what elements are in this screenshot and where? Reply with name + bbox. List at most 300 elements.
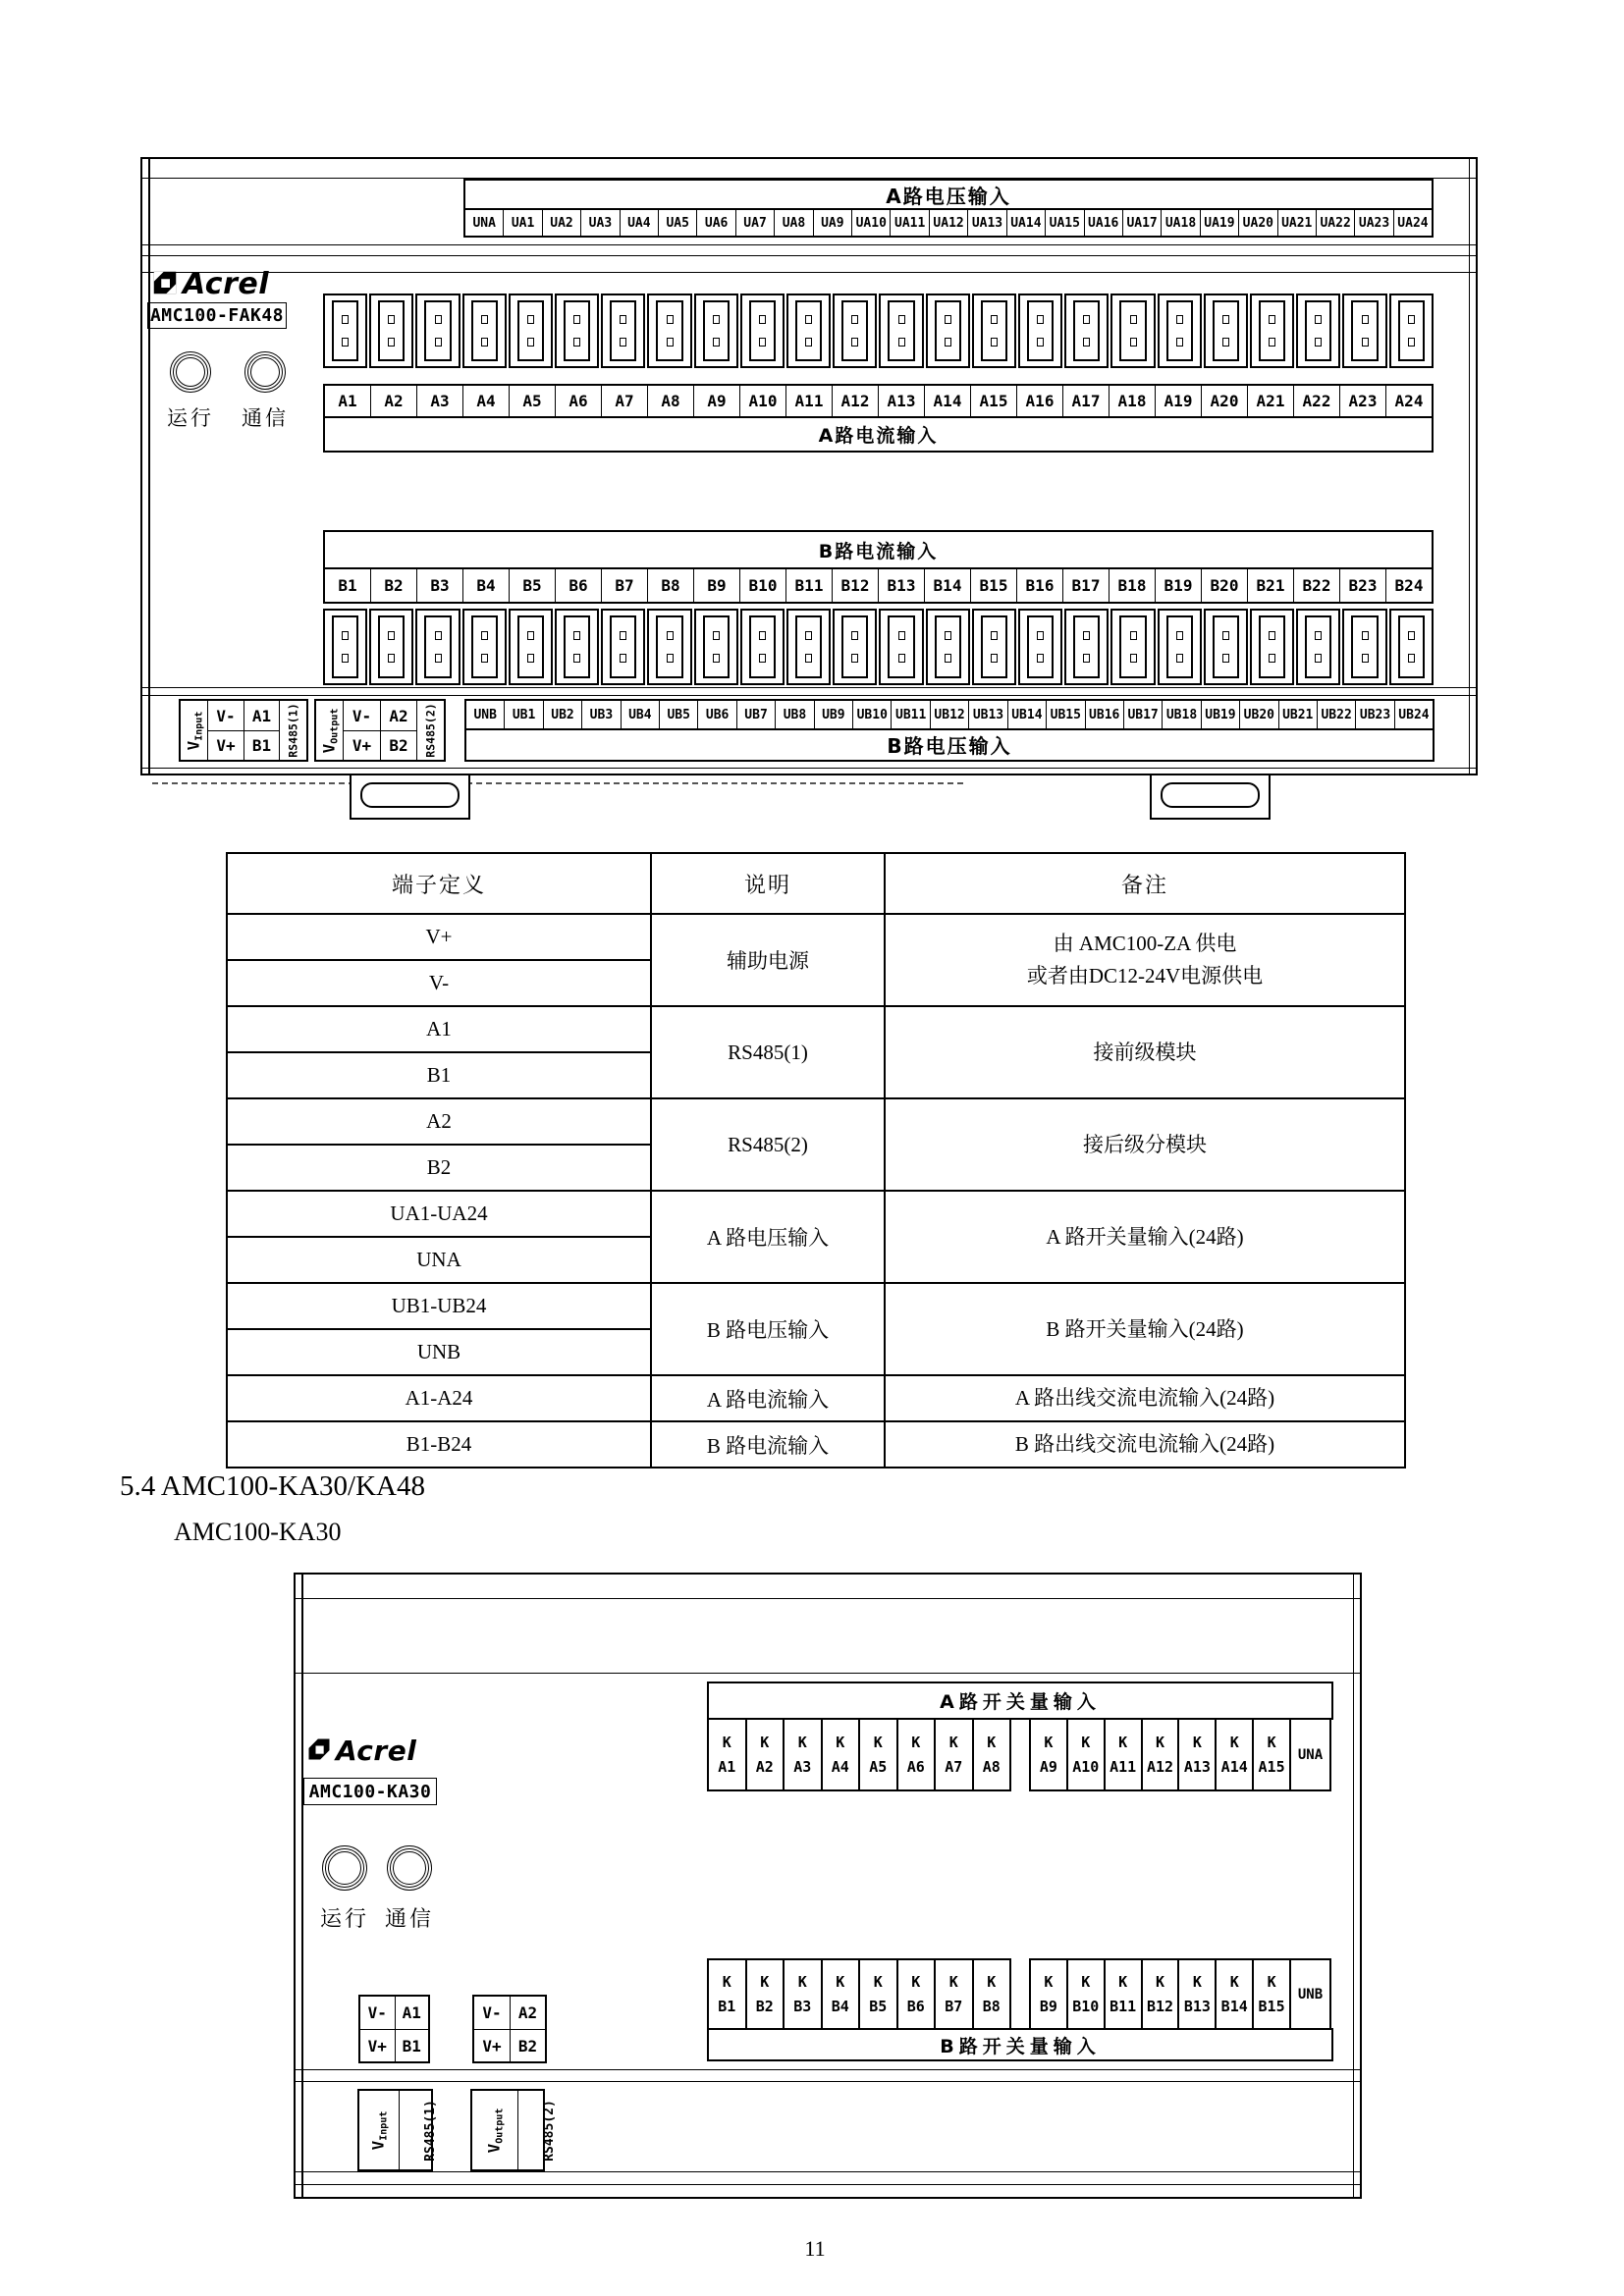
spec-table-row (227, 1191, 1405, 1237)
terminal-label: UB10 (852, 701, 891, 728)
brand-logo-text: Acrel (183, 267, 270, 301)
terminal-label: B8 (982, 1998, 1001, 2015)
terminal-label: B2 (755, 1998, 774, 2015)
terminal-label: UA7 (735, 210, 774, 236)
terminal-label: UB22 (1317, 701, 1355, 728)
terminal-name-cell: B1-B24 (227, 1421, 651, 1468)
terminal-label: A2 (510, 1997, 545, 2029)
section-heading: 5.4 AMC100-KA30/KA48 (120, 1470, 425, 1502)
terminal-connector (1204, 294, 1248, 368)
terminal-label: B18 (1109, 569, 1155, 602)
panel-line (296, 2081, 1360, 2082)
terminal-label: A7 (945, 1758, 963, 1776)
device-diagram-amc100-ka30 (294, 1573, 1362, 2199)
terminal-label: B9 (693, 569, 739, 602)
terminal-connector (694, 609, 738, 685)
terminal-gap (1011, 1718, 1029, 1791)
terminal-label: A22 (1293, 386, 1339, 416)
chassis-edge-line (301, 1575, 303, 2197)
terminal-label: UB23 (1355, 701, 1393, 728)
terminal-label: UA10 (851, 210, 890, 236)
terminal-spec-table (226, 852, 1406, 1468)
k-label: K (797, 1734, 807, 1751)
terminal-name-cell: A2 (227, 1098, 651, 1145)
terminal-label: B7 (945, 1998, 963, 2015)
terminal-label: UA12 (929, 210, 967, 236)
terminal-connector (1064, 294, 1109, 368)
terminal-label: UA22 (1316, 210, 1354, 236)
terminal-label: V- (216, 706, 236, 725)
k-terminal-cell (707, 1718, 747, 1791)
b-current-terminal-row (323, 569, 1434, 604)
rs485-2-label: RS485(2) (517, 2091, 580, 2169)
terminal-label: B1 (244, 730, 279, 760)
acrel-brand (305, 1735, 416, 1767)
terminal-label: A1 (718, 1758, 736, 1776)
terminal-label: UB11 (891, 701, 929, 728)
terminal-name-cell: UNB (227, 1329, 651, 1375)
terminal-label: B10 (1072, 1998, 1100, 2015)
terminal-label: UB24 (1394, 701, 1433, 728)
k-label: K (1229, 1734, 1239, 1751)
terminal-label: A13 (1183, 1758, 1211, 1776)
terminal-label: A2 (380, 701, 416, 730)
terminal-label: B19 (1155, 569, 1201, 602)
terminal-connector (786, 609, 831, 685)
k-label: K (1044, 1973, 1054, 1991)
k-terminal-cell (745, 1958, 785, 2030)
note-cell: B 路出线交流电流输入(24路) (885, 1421, 1405, 1468)
power-terminal-block-2 (472, 1995, 547, 2063)
terminal-connector (1342, 609, 1386, 685)
k-terminal-cell (1177, 1958, 1217, 2030)
terminal-label: B5 (509, 569, 555, 602)
terminal-connector (1158, 609, 1202, 685)
run-led-indicator (170, 351, 211, 393)
terminal-label: A15 (1258, 1758, 1285, 1776)
terminal-label: A3 (793, 1758, 812, 1776)
terminal-label: A14 (1220, 1758, 1248, 1776)
terminal-connector (879, 294, 923, 368)
terminal-label: B4 (831, 1998, 849, 2015)
terminal-label: A16 (1016, 386, 1062, 416)
terminal-label: B12 (832, 569, 878, 602)
terminal-label: UA2 (542, 210, 580, 236)
k-terminal-cell (1177, 1718, 1217, 1791)
description-cell: B 路电流输入 (651, 1421, 885, 1468)
terminal-label: UNA (472, 215, 496, 231)
k-label: K (836, 1734, 845, 1751)
terminal-label: A2 (370, 386, 416, 416)
k-terminal-cell (1104, 1718, 1143, 1791)
terminal-label: B2 (370, 569, 416, 602)
description-cell: RS485(1) (651, 1006, 885, 1098)
terminal-label: UB9 (814, 701, 852, 728)
bottom-label-block-1 (357, 2089, 438, 2171)
terminal-connector (601, 294, 645, 368)
terminal-label: A1 (338, 392, 357, 410)
terminal-name-cell: B2 (227, 1145, 651, 1191)
terminal-label: UA6 (696, 210, 734, 236)
terminal-label: UA8 (774, 210, 812, 236)
terminal-label: UA20 (1238, 210, 1276, 236)
terminal-connector (879, 609, 923, 685)
terminal-label: V+ (208, 730, 244, 760)
run-led-label: 运行 (319, 1907, 369, 1932)
k-label: K (1229, 1973, 1239, 1991)
terminal-label: UB6 (697, 701, 735, 728)
terminal-label: A7 (601, 386, 647, 416)
terminal-label: B23 (1339, 569, 1385, 602)
note-cell: B 路开关量输入(24路) (885, 1283, 1405, 1375)
terminal-label: A8 (647, 386, 693, 416)
mounting-foot (1150, 774, 1271, 820)
terminal-label: A6 (906, 1758, 925, 1776)
terminal-label: UA19 (1200, 210, 1238, 236)
k-terminal-cell (858, 1958, 898, 2030)
terminal-connector (415, 609, 460, 685)
terminal-connector (1342, 294, 1386, 368)
k-terminal-cell (858, 1718, 898, 1791)
k-terminal-cell (1066, 1958, 1106, 2030)
model-label: AMC100-KA30 (303, 1778, 437, 1805)
brand-logo-text: Acrel (336, 1735, 417, 1767)
terminal-label: A3 (416, 386, 462, 416)
terminal-label: A17 (1062, 386, 1109, 416)
section-subheading: AMC100-KA30 (174, 1518, 342, 1546)
mounting-slot (360, 782, 460, 808)
terminal-connector (1296, 294, 1340, 368)
terminal-label: V+ (344, 730, 380, 760)
terminal-label: UA16 (1084, 210, 1122, 236)
power-rs485-block-2 (314, 699, 446, 762)
k-terminal-cell (783, 1958, 823, 2030)
terminal-label: A4 (831, 1758, 849, 1776)
terminal-label: A6 (555, 386, 601, 416)
terminal-label: A1 (395, 1997, 429, 2029)
spec-table-body (227, 914, 1405, 1468)
terminal-label: V- (367, 2003, 387, 2022)
panel-line (296, 1598, 1360, 1599)
terminal-label: UB20 (1239, 701, 1277, 728)
terminal-label: B11 (1110, 1998, 1137, 2015)
b-voltage-input-header: B路电压输入 (466, 728, 1433, 758)
terminal-connector (833, 609, 877, 685)
terminal-connector (1018, 294, 1062, 368)
panel-line (296, 2184, 1360, 2185)
terminal-label: UB16 (1085, 701, 1123, 728)
unb-terminal-cell: UNB (1289, 1958, 1331, 2030)
k-label: K (987, 1973, 997, 1991)
terminal-label: UA18 (1161, 210, 1199, 236)
terminal-label: A2 (755, 1758, 774, 1776)
terminal-connector (1250, 294, 1294, 368)
mounting-slot (1161, 782, 1260, 808)
terminal-label: UB17 (1123, 701, 1162, 728)
terminal-label: B9 (1039, 1998, 1057, 2015)
b-current-connector-row (323, 609, 1434, 685)
terminal-name-cell: A1 (227, 1006, 651, 1052)
k-label: K (1118, 1734, 1128, 1751)
description-cell: A 路电压输入 (651, 1191, 885, 1283)
terminal-label: UA4 (620, 210, 658, 236)
terminal-label: A23 (1339, 386, 1385, 416)
terminal-name-cell: V+ (227, 914, 651, 960)
k-terminal-cell (972, 1958, 1012, 2030)
terminal-connector (740, 294, 785, 368)
terminal-label: A1 (244, 701, 279, 730)
terminal-label: A18 (1109, 386, 1155, 416)
terminal-connector (1110, 294, 1155, 368)
k-label: K (836, 1973, 845, 1991)
terminal-label: UB8 (775, 701, 813, 728)
terminal-name-cell: UA1-UA24 (227, 1191, 651, 1237)
terminal-label: B8 (647, 569, 693, 602)
b-switch-input-header: B路开关量输入 (707, 2028, 1333, 2061)
terminal-label: UA17 (1122, 210, 1161, 236)
din-rail-ticks (152, 782, 963, 784)
terminal-label: B6 (555, 569, 601, 602)
terminal-name-cell: UNA (227, 1237, 651, 1283)
k-terminal-cell (1066, 1718, 1106, 1791)
terminal-label: UA5 (658, 210, 696, 236)
a-switch-input-header: A路开关量输入 (707, 1682, 1333, 1720)
terminal-connector (926, 609, 970, 685)
terminal-connector (1110, 609, 1155, 685)
k-label: K (1192, 1734, 1202, 1751)
terminal-connector (926, 294, 970, 368)
description-cell: 辅助电源 (651, 914, 885, 1006)
k-label: K (873, 1973, 883, 1991)
b-current-input-header: B路电流输入 (323, 530, 1434, 569)
terminal-connector (972, 294, 1016, 368)
spec-table-header-cell: 说明 (651, 853, 885, 914)
k-label: K (797, 1973, 807, 1991)
terminal-connector (694, 294, 738, 368)
terminal-label: UB1 (504, 701, 542, 728)
terminal-label: B6 (906, 1998, 925, 2015)
terminal-connector (972, 609, 1016, 685)
k-terminal-cell (1252, 1958, 1291, 2030)
terminal-label: A8 (982, 1758, 1001, 1776)
terminal-label: B4 (462, 569, 509, 602)
k-terminal-cell (821, 1958, 861, 2030)
terminal-connector (369, 294, 413, 368)
k-terminal-cell (1141, 1958, 1180, 2030)
terminal-name-cell: B1 (227, 1052, 651, 1098)
terminal-label: A14 (924, 386, 970, 416)
terminal-label: A12 (1146, 1758, 1174, 1776)
terminal-connector (1204, 609, 1248, 685)
terminal-label: A5 (869, 1758, 888, 1776)
terminal-connector (1064, 609, 1109, 685)
terminal-connector (415, 294, 460, 368)
terminal-label: V- (482, 2003, 502, 2022)
terminal-label: B10 (739, 569, 785, 602)
terminal-label: B22 (1293, 569, 1339, 602)
spec-table-row (227, 1098, 1405, 1145)
terminal-label: A10 (739, 386, 785, 416)
terminal-label: B2 (510, 2029, 545, 2061)
terminal-connector (647, 294, 691, 368)
terminal-connector (601, 609, 645, 685)
k-label: K (948, 1734, 958, 1751)
terminal-label: UA11 (890, 210, 928, 236)
panel-line (142, 272, 1476, 273)
terminal-label: UA3 (580, 210, 619, 236)
terminal-label: A19 (1155, 386, 1201, 416)
panel-line (296, 2171, 1360, 2172)
model-label: AMC100-FAK48 (147, 302, 287, 329)
b-voltage-terminal-row (466, 701, 1433, 728)
note-cell: 接后级分模块 (885, 1098, 1405, 1191)
terminal-connector (509, 609, 553, 685)
terminal-label: V+ (360, 2029, 395, 2061)
k-label: K (760, 1734, 770, 1751)
acrel-logo-icon (150, 268, 180, 301)
spec-table-header-row (227, 853, 1405, 914)
description-cell: A 路电流输入 (651, 1375, 885, 1421)
terminal-connector (647, 609, 691, 685)
k-terminal-cell (934, 1718, 974, 1791)
a-current-input-header: A路电流输入 (323, 418, 1434, 453)
terminal-label: B5 (869, 1998, 888, 2015)
acrel-logo-icon (305, 1735, 333, 1767)
k-terminal-cell (1141, 1718, 1180, 1791)
terminal-connector (833, 294, 877, 368)
spec-table-row (227, 1283, 1405, 1329)
terminal-label: A10 (1072, 1758, 1100, 1776)
k-label: K (1267, 1973, 1276, 1991)
spec-table-row (227, 1375, 1405, 1421)
terminal-label: UB21 (1278, 701, 1317, 728)
terminal-label: V- (352, 706, 372, 725)
note-cell: 由 AMC100-ZA 供电 或者由DC12-24V电源供电 (885, 914, 1405, 1006)
terminal-label: B21 (1247, 569, 1293, 602)
terminal-label: A20 (1201, 386, 1247, 416)
terminal-connector (369, 609, 413, 685)
note-cell: A 路开关量输入(24路) (885, 1191, 1405, 1283)
k-terminal-cell (1029, 1718, 1068, 1791)
terminal-label: B24 (1385, 569, 1432, 602)
terminal-name-cell: V- (227, 960, 651, 1006)
mounting-foot (350, 774, 470, 820)
bottom-label-block-2 (470, 2089, 557, 2171)
terminal-label: A24 (1385, 386, 1432, 416)
power-terminal-block-1 (358, 1995, 430, 2063)
run-led-indicator (322, 1845, 367, 1891)
spec-table-row (227, 1421, 1405, 1468)
terminal-label: UB15 (1046, 701, 1084, 728)
k-terminal-cell (1252, 1718, 1291, 1791)
terminal-label: B13 (878, 569, 924, 602)
note-cell: A 路出线交流电流输入(24路) (885, 1375, 1405, 1421)
a-current-terminal-row (323, 384, 1434, 418)
k-label: K (722, 1734, 731, 1751)
panel-line (142, 244, 1476, 245)
terminal-label: B3 (416, 569, 462, 602)
terminal-label: UA1 (503, 210, 541, 236)
terminal-connector (1389, 609, 1434, 685)
terminal-connector (323, 294, 367, 368)
terminal-label: B14 (1220, 1998, 1248, 2015)
terminal-label: B15 (970, 569, 1016, 602)
terminal-connector (786, 294, 831, 368)
rs485-2-label: RS485(2) (416, 701, 444, 760)
k-label: K (722, 1973, 731, 1991)
power-rs485-block-1 (179, 699, 308, 762)
panel-line (142, 768, 1476, 769)
terminal-label: B16 (1016, 569, 1062, 602)
k-terminal-cell (972, 1718, 1012, 1791)
terminal-label: B2 (380, 730, 416, 760)
k-terminal-cell (707, 1958, 747, 2030)
terminal-label: UA9 (813, 210, 851, 236)
panel-line (142, 687, 1476, 688)
terminal-connector (1158, 294, 1202, 368)
spec-table-row (227, 1006, 1405, 1052)
terminal-label: B1 (338, 576, 357, 595)
k-terminal-cell (745, 1718, 785, 1791)
terminal-label: UB5 (659, 701, 697, 728)
terminal-label: UB19 (1201, 701, 1239, 728)
k-terminal-cell (1215, 1958, 1254, 2030)
acrel-brand (150, 267, 269, 301)
terminal-label: A4 (462, 386, 509, 416)
terminal-connector (1018, 609, 1062, 685)
terminal-label: B17 (1062, 569, 1109, 602)
terminal-label: A21 (1247, 386, 1293, 416)
terminal-label: A9 (693, 386, 739, 416)
terminal-connector (555, 609, 599, 685)
k-terminal-cell (821, 1718, 861, 1791)
chassis-edge-line (1353, 1575, 1355, 2197)
k-label: K (1155, 1973, 1165, 1991)
terminal-label: A13 (878, 386, 924, 416)
v-output-label: VOutput (484, 2108, 506, 2153)
terminal-name-cell: A1-A24 (227, 1375, 651, 1421)
terminal-connector (1250, 609, 1294, 685)
page-number: 11 (804, 2236, 826, 2261)
terminal-label: B1 (718, 1998, 736, 2015)
b-switch-terminal-row (707, 1958, 1333, 2030)
k-label: K (1118, 1973, 1128, 1991)
panel-line (142, 695, 1476, 696)
terminal-label: UA14 (1006, 210, 1045, 236)
terminal-label: V+ (474, 2029, 510, 2061)
terminal-label: UB18 (1162, 701, 1200, 728)
terminal-label: B20 (1201, 569, 1247, 602)
panel-line (142, 255, 1476, 256)
k-terminal-cell (896, 1958, 937, 2030)
k-label: K (1267, 1734, 1276, 1751)
terminal-label: B7 (601, 569, 647, 602)
terminal-label: A11 (1110, 1758, 1137, 1776)
comm-led-indicator (387, 1845, 432, 1891)
v-input-label: VInput (368, 2110, 390, 2150)
una-terminal-cell: UNA (1289, 1718, 1331, 1791)
k-label: K (1155, 1734, 1165, 1751)
k-label: K (1081, 1734, 1091, 1751)
a-voltage-terminal-strip (463, 179, 1434, 238)
terminal-label: B11 (785, 569, 832, 602)
k-label: K (911, 1973, 921, 1991)
terminal-label: A12 (832, 386, 878, 416)
terminal-label: A9 (1039, 1758, 1057, 1776)
terminal-label: B13 (1183, 1998, 1211, 2015)
spec-table-header-cell: 备注 (885, 853, 1405, 914)
rs485-1-label: RS485(1) (399, 2091, 461, 2169)
